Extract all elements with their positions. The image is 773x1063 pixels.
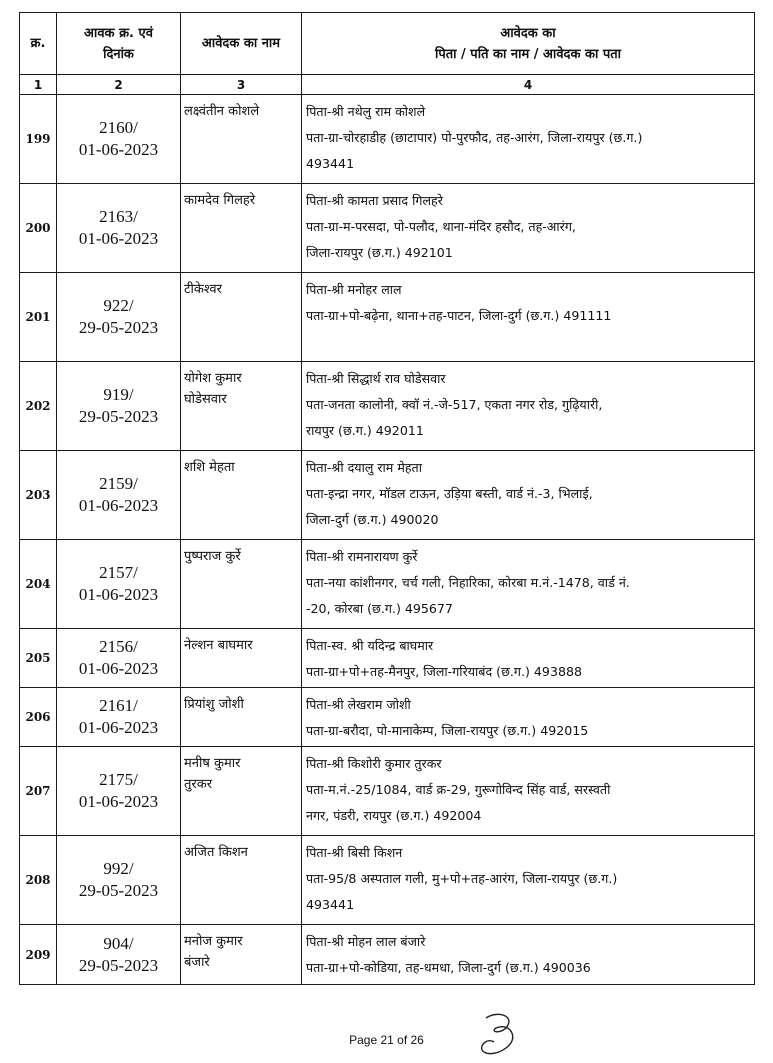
inward-number: 2163/ xyxy=(99,207,138,226)
address-line: -20, कोरबा (छ.ग.) 495677 xyxy=(306,601,453,616)
applicant-name-line: अजित किशन xyxy=(184,845,248,860)
table-row xyxy=(20,629,755,688)
address-line: 493441 xyxy=(306,156,355,171)
inward-no-date xyxy=(57,95,181,184)
applicant-name-line: पुष्पराज कुर्रे xyxy=(184,549,241,564)
applicant-name-line: बंजारे xyxy=(184,955,210,970)
applicant-name xyxy=(181,629,302,688)
inward-date: 01-06-2023 xyxy=(78,229,159,248)
applicant-name-line: घोडेसवार xyxy=(184,392,227,407)
inward-number: 904/ xyxy=(103,933,134,953)
applicant-name xyxy=(181,747,302,836)
inward-no-date xyxy=(57,540,181,629)
inward-date: 29-05-2023 xyxy=(78,881,159,900)
address-line: पिता-श्री मोहन लाल बंजारे xyxy=(306,934,426,949)
inward-date: 29-05-2023 xyxy=(78,955,159,975)
column-number: 2 xyxy=(57,75,181,95)
applicant-name-line: लक्ष्वंतीन कोशले xyxy=(184,104,260,119)
inward-no-date xyxy=(57,184,181,273)
inward-no-date xyxy=(57,362,181,451)
address-line: पता-ग्रा+पो-बढ़ेना, थाना+तह-पाटन, जिला-दुर्ग (छ.ग.) 491111 xyxy=(306,308,612,323)
page-number-footer: Page 21 of 26 xyxy=(349,1033,424,1047)
table-row xyxy=(20,451,755,540)
serial-number: 206 xyxy=(20,688,57,747)
serial-number: 208 xyxy=(20,836,57,925)
address-line: पिता-श्री बिसी किशन xyxy=(306,845,403,860)
applicant-name-line: टीकेश्वर xyxy=(184,282,222,297)
serial-number: 203 xyxy=(20,451,57,540)
applicant-name-line: योगेश कुमार xyxy=(184,371,242,386)
applicant-name-line: शशि मेहता xyxy=(184,460,235,475)
column-number: 4 xyxy=(302,75,755,95)
parent-address xyxy=(302,925,755,985)
address-line: पता-म.नं.-25/1084, वार्ड क्र-29, गुरूगोविन्द सिंह वार्ड, सरस्वती xyxy=(306,782,611,797)
serial-number: 209 xyxy=(20,925,57,985)
applicant-name xyxy=(181,925,302,985)
column-number: 3 xyxy=(181,75,302,95)
applicant-name xyxy=(181,95,302,184)
inward-number: 922/ xyxy=(103,296,134,315)
inward-number: 2156/ xyxy=(99,637,138,656)
header-applicant-name: आवेदक का नाम xyxy=(181,13,302,75)
parent-address xyxy=(302,184,755,273)
inward-number: 2159/ xyxy=(99,474,138,493)
parent-address xyxy=(302,540,755,629)
parent-address xyxy=(302,836,755,925)
header-serial-no: क्र. xyxy=(20,13,57,75)
parent-address xyxy=(302,451,755,540)
serial-number: 200 xyxy=(20,184,57,273)
inward-number: 2160/ xyxy=(99,118,138,137)
inward-number: 2175/ xyxy=(99,770,138,789)
applicant-name xyxy=(181,451,302,540)
serial-number: 205 xyxy=(20,629,57,688)
inward-date: 01-06-2023 xyxy=(78,585,159,604)
applicant-name xyxy=(181,362,302,451)
address-line: 493441 xyxy=(306,897,355,912)
column-number: 1 xyxy=(20,75,57,95)
table-row xyxy=(20,362,755,451)
table-row xyxy=(20,540,755,629)
address-line: पिता-श्री नथेलु राम कोशले xyxy=(306,104,426,119)
address-line: पिता-श्री रामनारायण कुर्रे xyxy=(306,549,418,564)
inward-no-date xyxy=(57,273,181,362)
inward-number: 2161/ xyxy=(99,696,138,715)
table-row xyxy=(20,688,755,747)
inward-number: 2157/ xyxy=(99,563,138,582)
parent-address xyxy=(302,362,755,451)
applicant-name-line: प्रियांशु जोशी xyxy=(184,697,244,712)
inward-no-date xyxy=(57,688,181,747)
column-number-row xyxy=(20,75,755,95)
address-line: पता-जनता कालोनी, क्वॉ नं.-जे-517, एकता नगर रोड, गुढ़ियारी, xyxy=(306,397,603,412)
inward-number: 919/ xyxy=(103,385,134,404)
inward-no-date xyxy=(57,925,181,985)
inward-date: 01-06-2023 xyxy=(78,496,159,515)
address-line: पिता-स्व. श्री यदिन्द्र बाघमार xyxy=(306,638,434,653)
address-line: नगर, पंडरी, रायपुर (छ.ग.) 492004 xyxy=(306,808,482,823)
applicant-name-line: नेल्शन बाघमार xyxy=(184,638,253,653)
serial-number: 201 xyxy=(20,273,57,362)
address-line: पिता-श्री मनोहर लाल xyxy=(306,282,402,297)
inward-no-date xyxy=(57,747,181,836)
table-header-row xyxy=(20,13,755,75)
serial-number: 207 xyxy=(20,747,57,836)
inward-date: 01-06-2023 xyxy=(78,659,159,678)
table-row xyxy=(20,747,755,836)
table-row xyxy=(20,184,755,273)
address-line: पिता-श्री लेखराम जोशी xyxy=(306,697,411,712)
applicant-name xyxy=(181,184,302,273)
header-parent-address: आवेदक का पिता / पति का नाम / आवेदक का पता xyxy=(302,13,755,75)
applicant-name xyxy=(181,836,302,925)
address-line: पता-95/8 अस्पताल गली, मु+पो+तह-आरंग, जिला-रायपुर (छ.ग.) xyxy=(306,871,618,886)
address-line: पता-ग्रा+पो-कोडिया, तह-धमधा, जिला-दुर्ग (छ.ग.) 490036 xyxy=(306,960,591,975)
address-line: पता-नया कांशीनगर, चर्च गली, निहारिका, कोरबा म.नं.-1478, वार्ड नं. xyxy=(306,575,630,590)
table-row xyxy=(20,925,755,985)
inward-date: 29-05-2023 xyxy=(78,318,159,337)
address-line: पता-ग्रा-म-परसदा, पो-पलौद, थाना-मंदिर हसौद, तह-आरंग, xyxy=(306,219,576,234)
inward-date: 01-06-2023 xyxy=(78,140,159,159)
inward-date: 29-05-2023 xyxy=(78,407,159,426)
serial-number: 199 xyxy=(20,95,57,184)
applicant-name xyxy=(181,273,302,362)
inward-date: 01-06-2023 xyxy=(78,718,159,737)
address-line: पता-ग्रा-चोरहाडीह (छाटापार) पो-पुरफौद, तह-आरंग, जिला-रायपुर (छ.ग.) xyxy=(306,130,643,145)
address-line: पिता-श्री दयालु राम मेहता xyxy=(306,460,422,475)
parent-address xyxy=(302,95,755,184)
inward-date: 01-06-2023 xyxy=(78,792,159,811)
parent-address xyxy=(302,629,755,688)
applicant-name-line: तुरकर xyxy=(184,777,213,792)
parent-address xyxy=(302,273,755,362)
parent-address xyxy=(302,747,755,836)
address-line: रायपुर (छ.ग.) 492011 xyxy=(306,423,424,438)
inward-no-date xyxy=(57,451,181,540)
inward-no-date xyxy=(57,836,181,925)
address-line: पिता-श्री कामता प्रसाद गिलहरे xyxy=(306,193,443,208)
address-line: पता-इन्द्रा नगर, मॉडल टाऊन, उड़िया बस्ती, वार्ड नं.-3, भिलाई, xyxy=(306,486,593,501)
applicant-name-line: मनोज कुमार xyxy=(184,934,243,949)
inward-number: 992/ xyxy=(103,859,134,878)
applicant-name-line: मनीष कुमार xyxy=(184,756,241,771)
address-line: पिता-श्री सिद्धार्थ राव घोडेसवार xyxy=(306,371,446,386)
applicant-name xyxy=(181,688,302,747)
serial-number: 204 xyxy=(20,540,57,629)
applicant-name-line: कामदेव गिलहरे xyxy=(184,193,256,208)
table-row xyxy=(20,836,755,925)
table-row xyxy=(20,273,755,362)
address-line: पता-ग्रा+पो+तह-मैनपुर, जिला-गरियाबंद (छ.ग.) 493888 xyxy=(306,664,582,679)
inward-no-date xyxy=(57,629,181,688)
address-line: जिला-दुर्ग (छ.ग.) 490020 xyxy=(306,512,439,527)
address-line: जिला-रायपुर (छ.ग.) 492101 xyxy=(306,245,453,260)
address-line: पता-ग्रा-बरौदा, पो-मानाकेम्प, जिला-रायपुर (छ.ग.) 492015 xyxy=(306,723,589,738)
table-body xyxy=(20,95,755,985)
applicant-register-table xyxy=(19,12,755,985)
table-row xyxy=(20,95,755,184)
header-inward-no-date: आवक क्र. एवं दिनांक xyxy=(57,13,181,75)
parent-address xyxy=(302,688,755,747)
serial-number: 202 xyxy=(20,362,57,451)
address-line: पिता-श्री किशोरी कुमार तुरकर xyxy=(306,756,442,771)
applicant-name xyxy=(181,540,302,629)
